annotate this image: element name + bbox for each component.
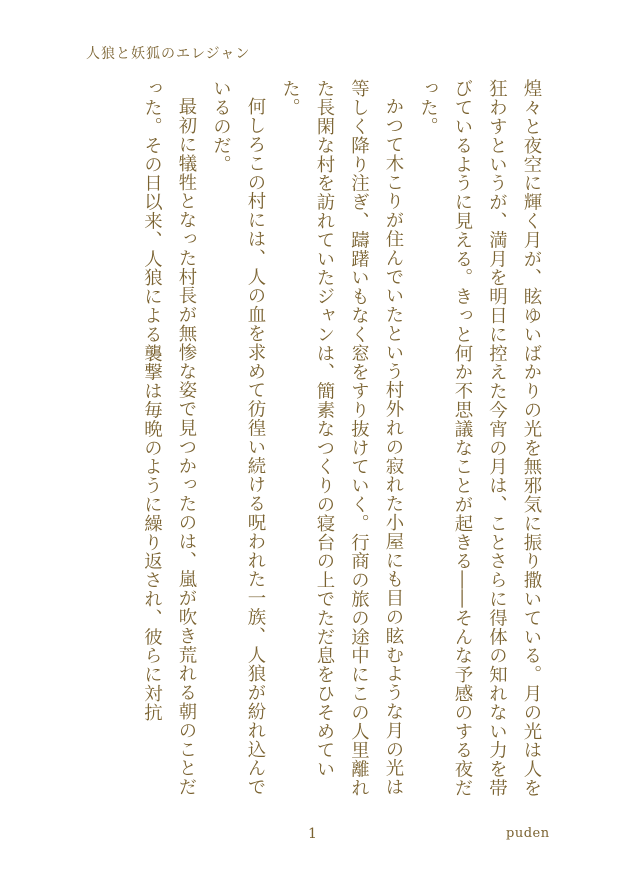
running-title: 人狼と妖狐のエレジャン (86, 46, 251, 62)
page-number: 1 (308, 826, 317, 842)
paragraph-2: かつて木こりが住んでいたという村外れの寂れた小屋にも目の眩むような月の光は等しく降り注ぎ、躊躇いもなく窓をすり抜けていく。行商の旅の途中にこの人里離れた長閑な村を訪れていたジャンは、簡素なつくりの寝台の上でただ息をひそめていた。 (279, 79, 404, 798)
vertical-body-text (88, 79, 548, 799)
paragraph-4: 最初に犠牲となった村長が無惨な姿で見つかったのは、嵐が吹き荒れる朝のことだった。その日以来、人狼による襲撃は毎晩のように繰り返され、彼らに対抗 (141, 79, 197, 797)
paragraph-3: 何しろこの村には、人の血を求めて彷徨い続ける呪われた一族、人狼が紛れ込んでいるのだ。 (210, 79, 266, 797)
author-name: puden (506, 826, 550, 841)
paragraph-1: 煌々と夜空に輝く月が、眩ゆいばかりの光を無邪気に振り撒いている。月の光は人を狂わすというが、満月を明日に控えた今宵の月は、ことさらに得体の知れない力を帯びているように見える。きっと何か不思議なことが起きる――そんな予感のする夜だった。 (417, 79, 542, 798)
